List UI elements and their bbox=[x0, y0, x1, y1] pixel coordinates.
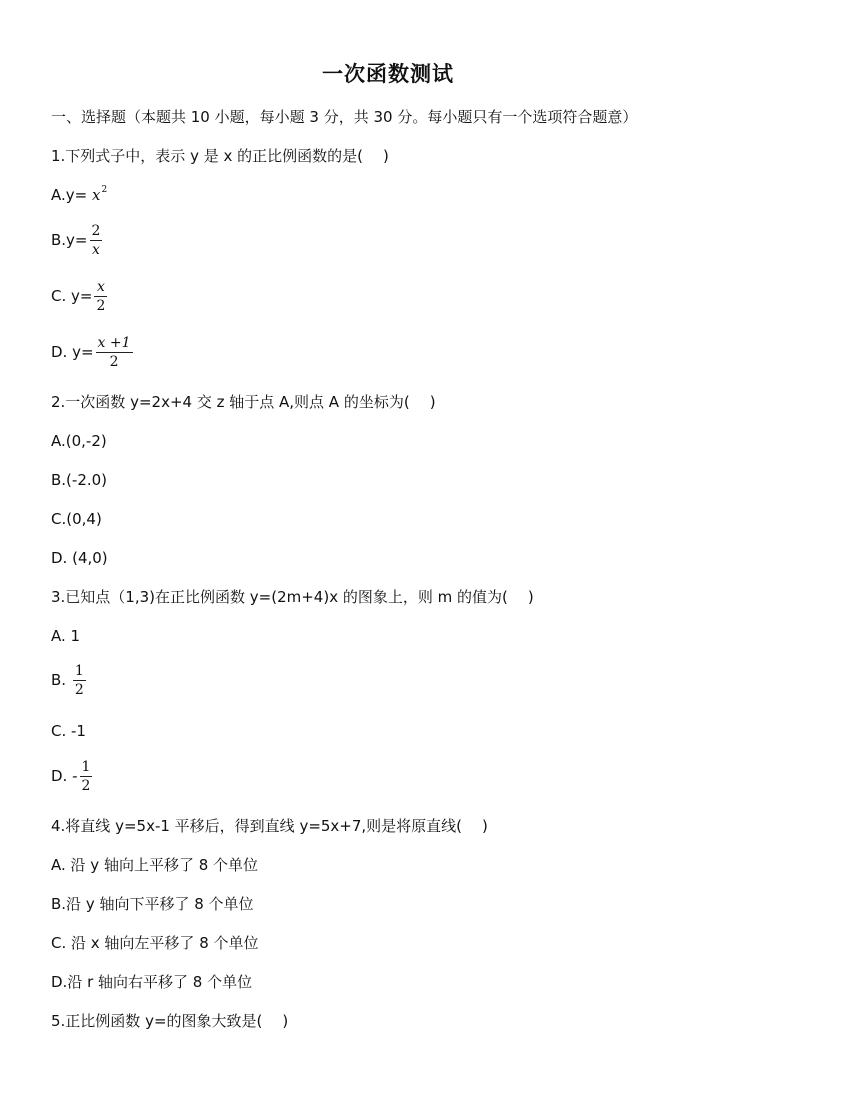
fraction-denominator: 2 bbox=[81, 778, 91, 794]
question-2-text: 2.一次函数 y=2x+4 交 z 轴于点 A,则点 A 的坐标为( bbox=[51, 393, 410, 411]
question-3-option-b bbox=[51, 662, 86, 699]
option-c-fraction bbox=[94, 278, 107, 315]
option-d-fraction bbox=[80, 758, 93, 795]
option-a-exponent: 2 bbox=[101, 185, 108, 195]
question-3-text: 3.已知点（1,3)在正比例函数 y=(2m+4)x 的图象上，则 m 的值为( bbox=[51, 588, 508, 606]
option-b-fraction bbox=[90, 222, 103, 259]
question-3-stem bbox=[51, 587, 534, 607]
question-1-stem bbox=[51, 146, 389, 166]
question-5-text: 5.正比例函数 y=的图象大致是( bbox=[51, 1012, 263, 1030]
fraction-numerator: x bbox=[94, 278, 107, 297]
option-b-prefix: B.y= bbox=[51, 231, 88, 249]
question-1-option-b bbox=[51, 222, 102, 259]
question-3-option-a: A. 1 bbox=[51, 627, 81, 645]
fraction-denominator: 2 bbox=[109, 354, 119, 370]
option-b-prefix: B. bbox=[51, 671, 67, 689]
question-2-option-a: A.(0,-2) bbox=[51, 432, 107, 450]
option-c-prefix: C. y= bbox=[51, 287, 93, 305]
section-heading: 一、选择题（本题共 10 小题，每小题 3 分，共 30 分。每小题只有一个选项符合题意） bbox=[51, 108, 638, 126]
question-4-text: 4.将直线 y=5x-1 平移后，得到直线 y=5x+7,则是将原直线( bbox=[51, 817, 463, 835]
question-4-close: ) bbox=[482, 817, 488, 835]
fraction-numerator: x +1 bbox=[97, 335, 131, 351]
option-a-prefix: A.y= bbox=[51, 186, 88, 204]
question-1-option-d bbox=[51, 334, 133, 371]
fraction-numerator: 1 bbox=[81, 759, 91, 775]
question-1-option-c bbox=[51, 278, 107, 315]
question-5-close: ) bbox=[282, 1012, 289, 1030]
question-1-option-a bbox=[51, 185, 107, 208]
fraction-denominator: x bbox=[92, 242, 100, 258]
option-d-prefix: D. y= bbox=[51, 343, 94, 361]
question-2-option-c: C.(0,4) bbox=[51, 510, 102, 528]
option-d-fraction bbox=[96, 334, 133, 371]
question-3-option-c: C. -1 bbox=[51, 722, 86, 740]
question-2-stem bbox=[51, 392, 436, 412]
question-2-close: ) bbox=[429, 393, 436, 411]
question-3-close: ) bbox=[527, 588, 534, 606]
question-2-option-d: D. (4,0) bbox=[51, 549, 108, 567]
question-4-option-c: C. 沿 x 轴向左平移了 8 个单位 bbox=[51, 934, 259, 952]
question-5-stem bbox=[51, 1011, 288, 1031]
fraction-numerator: 1 bbox=[74, 663, 84, 679]
question-2-option-b: B.(-2.0) bbox=[51, 471, 108, 489]
question-3-option-d bbox=[51, 758, 92, 795]
option-d-prefix: D. - bbox=[51, 767, 78, 785]
option-b-fraction bbox=[73, 662, 86, 699]
question-4-option-b: B.沿 y 轴向下平移了 8 个单位 bbox=[51, 895, 254, 913]
fraction-numerator: 2 bbox=[91, 223, 101, 239]
fraction-denominator: 2 bbox=[96, 298, 106, 314]
question-4-option-d: D.沿 r 轴向右平移了 8 个单位 bbox=[51, 973, 253, 991]
question-1-text: 1.下列式子中，表示 y 是 x 的正比例函数的是( bbox=[51, 147, 363, 165]
option-a-base: x bbox=[92, 186, 101, 204]
fraction-denominator: 2 bbox=[74, 682, 84, 698]
question-4-option-a: A. 沿 y 轴向上平移了 8 个单位 bbox=[51, 856, 259, 874]
page-title: 一次函数测试 bbox=[322, 62, 454, 86]
question-4-stem bbox=[51, 816, 488, 836]
question-1-close: ) bbox=[383, 147, 389, 165]
